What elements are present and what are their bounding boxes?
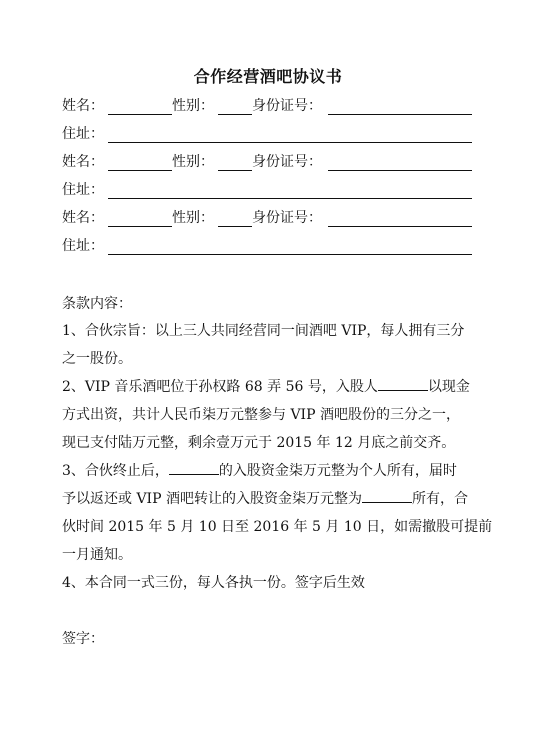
clause-3-text-a: 3、合伙终止后， [62,463,169,479]
clause-1-line-1: 1、合伙宗旨：以上三人共同经营同一间酒吧 VIP，每人拥有三分 [62,323,465,339]
clause-3-text-c: 予以返还或 VIP 酒吧转让的入股资金柒万元整为 [62,491,362,507]
address-label: 住址： [62,238,104,254]
id-number-label: 身份证号： [252,210,322,226]
clause-2-line-3: 现已支付陆万元整，剩余壹万元于 2015 年 12 月底之前交齐。 [62,435,456,451]
gender-label: 性别： [172,98,214,114]
name-label: 姓名： [62,210,104,226]
signature-label: 签字： [62,631,104,647]
id-number-blank [328,114,472,115]
clause-2-line-1 [62,373,482,401]
gender-label: 性别： [172,210,214,226]
investor-blank [378,376,428,391]
recipient-blank [362,488,412,503]
clause-2-line-2: 方式出资，共计人民币柒万元整参与 VIP 酒吧股份的三分之一， [62,407,460,423]
address-blank [108,142,472,143]
address-label: 住址： [62,182,104,198]
clause-2-text-b: 以现金 [427,379,470,395]
clause-3-line-3: 伙时间 2015 年 5 月 10 日至 2016 年 5 月 10 日，如需撤股可提前 [62,519,493,535]
clause-1-line-2: 之一股份。 [62,351,132,367]
clause-2-text-a: 2、VIP 音乐酒吧位于孙权路 68 弄 56 号，入股人 [62,379,378,395]
gender-blank [218,114,252,115]
terms-heading: 条款内容： [62,296,132,312]
clause-4: 4、本合同一式三份，每人各执一份。签字后生效 [62,575,365,591]
id-number-blank [328,170,472,171]
address-blank [108,198,472,199]
name-label: 姓名： [62,154,104,170]
party-blank [169,460,219,475]
id-number-label: 身份证号： [252,98,322,114]
gender-blank [218,170,252,171]
name-label: 姓名： [62,98,104,114]
name-blank [108,170,172,171]
document-title: 合作经营酒吧协议书 [193,67,343,86]
id-number-label: 身份证号： [252,154,322,170]
id-number-blank [328,226,472,227]
name-blank [108,114,172,115]
clause-3-text-d: 所有，合 [411,491,468,507]
clause-3-line-4: 一月通知。 [62,547,132,563]
gender-label: 性别： [172,154,214,170]
clause-3-text-b: 的入股资金柒万元整为个人所有，届时 [218,463,457,479]
name-blank [108,226,172,227]
address-label: 住址： [62,126,104,142]
clause-3-line-2 [62,485,482,513]
clause-3-line-1 [62,457,482,485]
gender-blank [218,226,252,227]
address-blank [108,254,472,255]
